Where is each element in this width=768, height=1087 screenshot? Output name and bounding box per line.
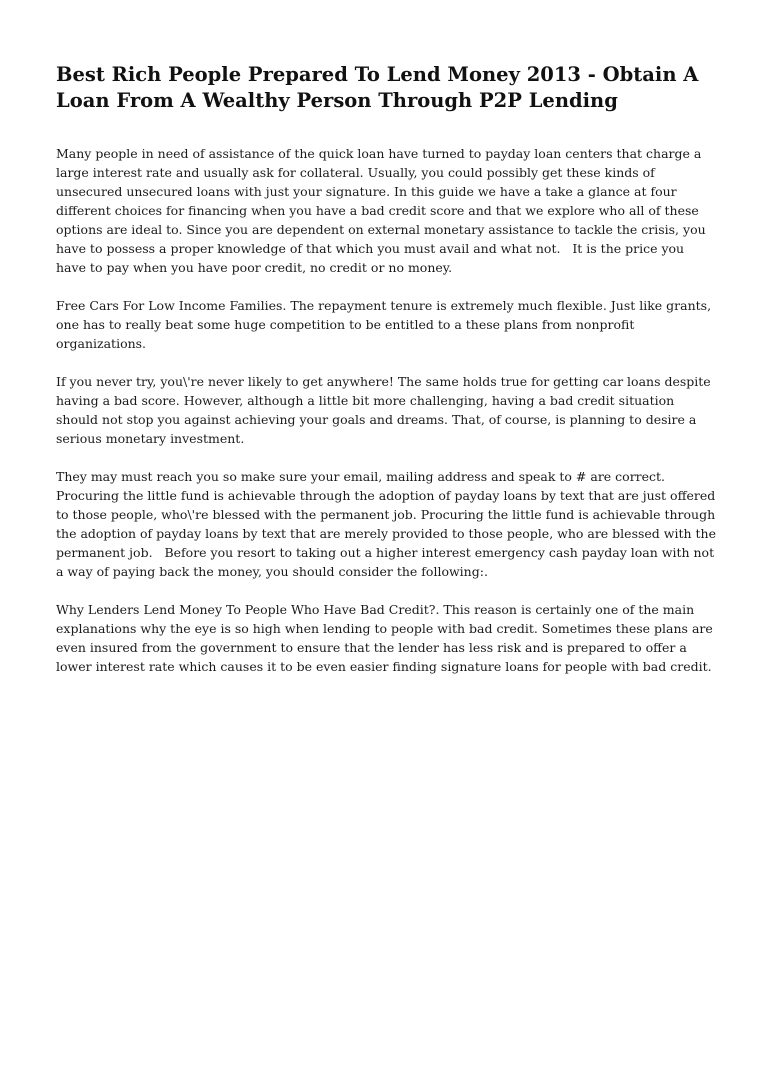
paragraph-3: If you never try, you\'re never likely to get anywhere! The same holds true for getting car loans despite having a bad score. However, although a little bit more challenging, having a bad credit situation should not stop you against achieving your goals and dreams. That, of course, is planning to desire a serious monetary investment. xyxy=(56,374,715,446)
paragraph-4: They may must reach you so make sure your email, mailing address and speak to # are correct. Procuring the little fund is achievable through the adoption of payday loans by text that are just offered to those people, who\'re blessed with the permanent job. Procuring the little fund is achievable through the adoption of payday loans by text that are merely provided to those people, who are blessed with the permanent job. Before you resort to taking out a higher interest emergency cash payday loan with not a way of paying back the money, you should consider the following:. xyxy=(56,469,720,579)
paragraph-5: Why Lenders Lend Money To People Who Have Bad Credit?. This reason is certainly one of the main explanations why the eye is so high when lending to people with bad credit. Sometimes these plans are even insured from the government to ensure that the lender has less risk and is prepared to offer a lower interest rate which causes it to be even easier finding signature loans for people with bad credit. xyxy=(56,602,717,674)
paragraph-2: Free Cars For Low Income Families. The repayment tenure is extremely much flexible. Just like grants, one has to really beat some huge competition to be entitled to a these plans from nonprofit organizations. xyxy=(56,298,716,351)
paragraph-1: Many people in need of assistance of the quick loan have turned to payday loan centers that charge a large interest rate and usually ask for collateral. Usually, you could possibly get these kinds of unsecured unsecured loans with just your signature. In this guide we have a take a glance at four different choices for financing when you have a bad credit score and that we explore who all of these options are ideal to. Since you are dependent on external monetary assistance to tackle the crisis, you have to possess a proper knowledge of that which you must avail and what not. It is the price you have to pay when you have poor credit, no credit or no money. xyxy=(56,146,710,275)
document-page xyxy=(56,62,720,695)
document-title: Best Rich People Prepared To Lend Money 2013 - Obtain A Loan From A Wealthy Person Through P2P Lending xyxy=(56,63,699,112)
